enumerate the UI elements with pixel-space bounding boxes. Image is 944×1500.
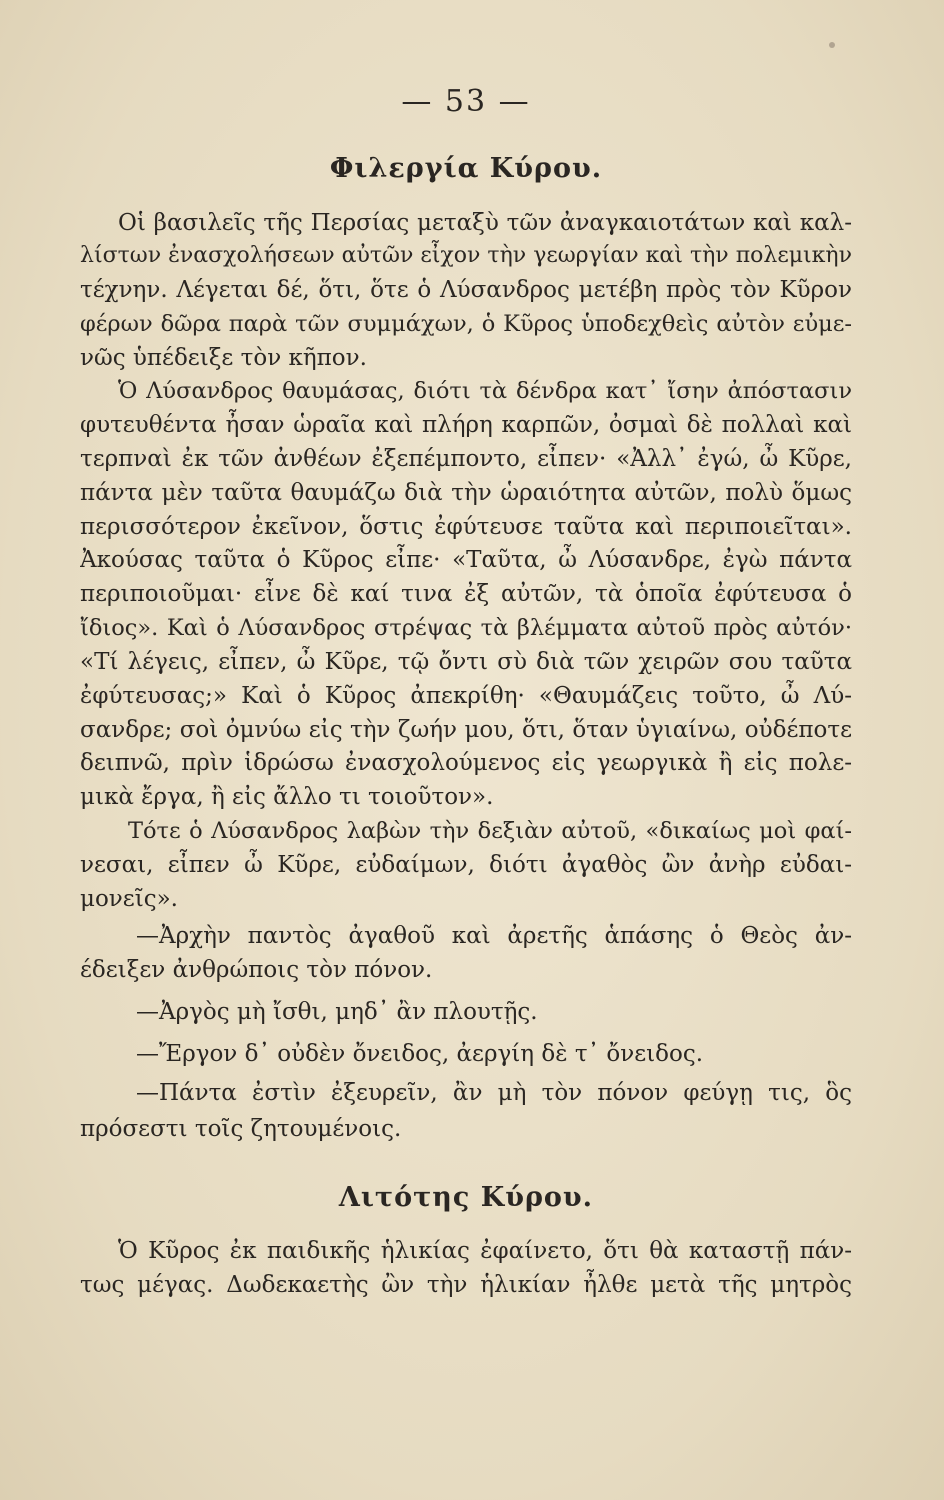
text-line: Ὁ Λύσανδρος θαυμάσας, διότι τὰ δένδρα κατ᾽ ἴσην ἀπόστασιν	[118, 378, 852, 404]
saying-line: —Ἀργὸς μὴ ἴσθι, μηδ᾽ ἂν πλουτῇς.	[136, 999, 538, 1025]
text-line: Τότε ὁ Λύσανδρος λαβὼν τὴν δεξιὰν αὐτοῦ, «δικαίως μοὶ φαί-	[128, 818, 852, 844]
book-page	[80, 0, 852, 1500]
text-line: φυτευθέντα ἦσαν ὡραῖα καὶ πλήρη καρπῶν, ὀσμαὶ δὲ πολλαὶ καὶ	[80, 412, 852, 438]
text-line: περιποιοῦμαι· εἶνε δὲ καί τινα ἐξ αὐτῶν, τὰ ὁποῖα ἐφύτευσα ὁ	[80, 581, 852, 607]
saying-line: έδειξεν ἀνθρώποις τὸν πόνον.	[80, 957, 433, 983]
text-line: τέχνην. Λέγεται δέ, ὅτι, ὅτε ὁ Λύσανδρος μετέβη πρὸς τὸν Κῦρον	[80, 277, 852, 303]
text-line: νῶς ὑπέδειξε τὸν κῆπον.	[80, 345, 367, 371]
section-title-philergia: Φιλεργία Κύρου.	[329, 153, 603, 184]
text-line: σανδρε; σοὶ ὀμνύω εἰς τὴν ζωήν μου, ὅτι, ὅταν ὑγιαίνω, οὐδέποτε	[80, 717, 852, 743]
text-line: «Τί λέγεις, εἶπεν, ὦ Κῦρε, τῷ ὄντι σὺ διὰ τῶν χειρῶν σου ταῦτα	[80, 649, 852, 675]
text-line: πάντα μὲν ταῦτα θαυμάζω διὰ τὴν ὡραιότητα αὐτῶν, πολὺ ὅμως	[80, 480, 852, 506]
saying-line: πρόσεστι τοῖς ζητουμένοις.	[80, 1116, 402, 1142]
text-line: Οἱ βασιλεῖς τῆς Περσίας μεταξὺ τῶν ἀναγκαιοτάτων καὶ καλ-	[118, 210, 852, 236]
text-line: μονεῖς».	[80, 886, 178, 912]
text-line: περισσότερον ἐκεῖνον, ὅστις ἐφύτευσε ταῦτα καὶ περιποιεῖται».	[80, 514, 852, 540]
saying-line: —Ἀρχὴν παντὸς ἀγαθοῦ καὶ ἀρετῆς ἁπάσης ὁ Θεὸς ἀν-	[136, 923, 852, 949]
section-title-litotes: Λιτότης Κύρου.	[338, 1182, 594, 1213]
saying-line: —Ἔργον δ᾽ οὐδὲν ὄνειδος, ἀεργίη δὲ τ᾽ ὄνειδος.	[136, 1041, 704, 1067]
text-line: ἴδιος». Καὶ ὁ Λύσανδρος στρέψας τὰ βλέμματα αὐτοῦ πρὸς αὐτόν·	[80, 615, 852, 641]
text-line: δειπνῶ, πρὶν ἱδρώσω ἐνασχολούμενος εἰς γεωργικὰ ἢ εἰς πολε-	[80, 750, 852, 776]
saying-line: —Πάντα ἐστὶν ἐξευρεῖν, ἂν μὴ τὸν πόνον φεύγῃ τις, ὃς	[136, 1080, 852, 1106]
text-line: τερπναὶ ἐκ τῶν ἀνθέων ἐξεπέμποντο, εἶπεν· «Ἀλλ᾽ ἐγώ, ὦ Κῦρε,	[80, 446, 852, 472]
text-line: μικὰ ἔργα, ἢ εἰς ἄλλο τι τοιοῦτον».	[80, 784, 494, 810]
text-line: φέρων δῶρα παρὰ τῶν συμμάχων, ὁ Κῦρος ὑποδεχθεὶς αὐτὸν εὐμε-	[80, 311, 852, 337]
text-line: Ὁ Κῦρος ἐκ παιδικῆς ἡλικίας ἐφαίνετο, ὅτι θὰ καταστῇ πάν-	[118, 1238, 852, 1264]
text-line: νεσαι, εἶπεν ὦ Κῦρε, εὐδαίμων, διότι ἀγαθὸς ὢν ἀνὴρ εὐδαι-	[80, 852, 852, 878]
text-line: τως μέγας. Δωδεκαετὴς ὢν τὴν ἡλικίαν ἦλθε μετὰ τῆς μητρὸς	[80, 1272, 852, 1298]
text-line: λίστων ἐνασχολήσεων αὐτῶν εἶχον τὴν γεωργίαν καὶ τὴν πολεμικὴν	[80, 243, 852, 268]
page-number: — 53 —	[401, 84, 531, 119]
text-line: Ἀκούσας ταῦτα ὁ Κῦρος εἶπε· «Ταῦτα, ὦ Λύσανδρε, ἐγὼ πάντα	[80, 547, 852, 573]
text-line: ἐφύτευσας;» Καὶ ὁ Κῦρος ἀπεκρίθη· «Θαυμάζεις τοῦτο, ὦ Λύ-	[80, 683, 852, 709]
